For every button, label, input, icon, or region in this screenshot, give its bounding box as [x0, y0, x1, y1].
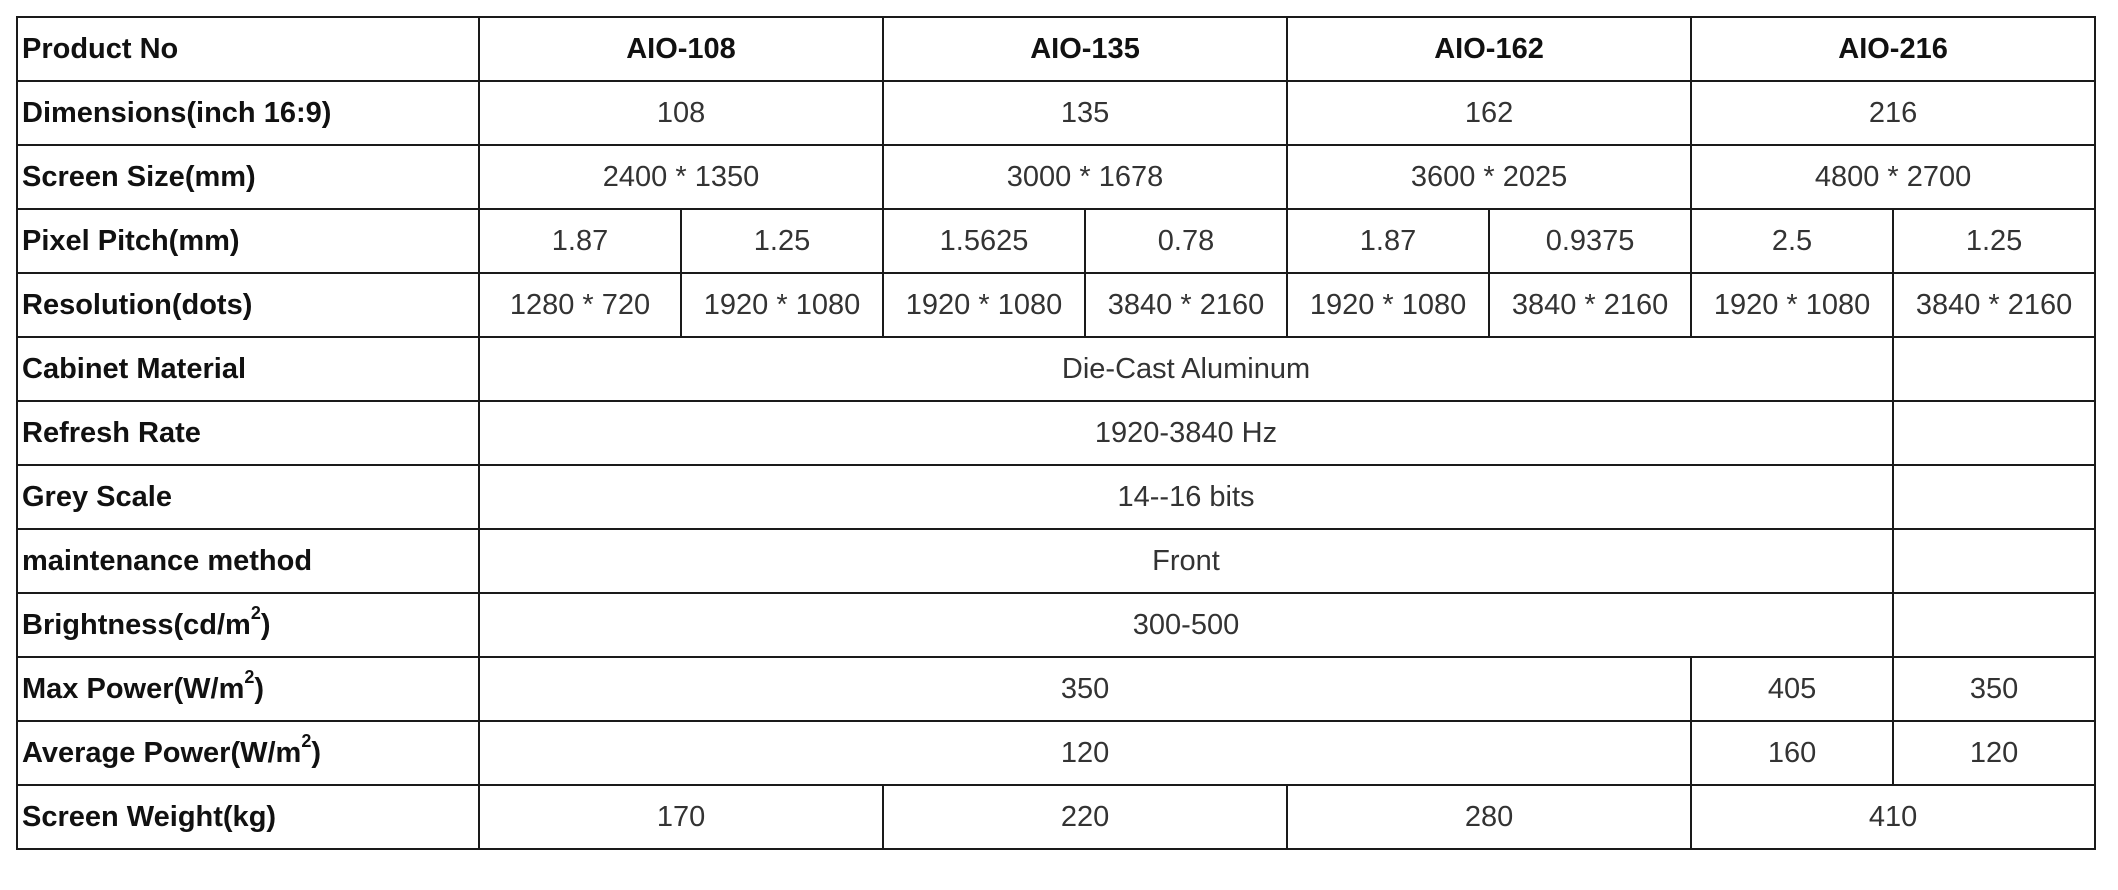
- table-cell: 0.78: [1085, 209, 1287, 273]
- table-cell: 1920 * 1080: [883, 273, 1085, 337]
- table-cell: 1920 * 1080: [1287, 273, 1489, 337]
- table-cell: 410: [1691, 785, 2095, 849]
- table-cell-empty: [1893, 465, 2095, 529]
- table-cell: 1920 * 1080: [1691, 273, 1893, 337]
- table-cell: 2.5: [1691, 209, 1893, 273]
- superscript: 2: [250, 602, 261, 623]
- row-label-suffix: ): [260, 608, 271, 641]
- spec-table: [16, 16, 2096, 850]
- table-cell: 170: [479, 785, 883, 849]
- table-cell: 350: [479, 657, 1691, 721]
- table-cell-empty: [1893, 337, 2095, 401]
- row-label-text: Max Power(W/m: [22, 672, 245, 705]
- table-cell: 162: [1287, 81, 1691, 145]
- row-dimensions: [17, 81, 2095, 145]
- row-screen-size: [17, 145, 2095, 209]
- table-cell: 280: [1287, 785, 1691, 849]
- table-cell: 3000 * 1678: [883, 145, 1287, 209]
- row-pixel-pitch: [17, 209, 2095, 273]
- row-label-suffix: ): [311, 736, 322, 769]
- table-cell: 405: [1691, 657, 1893, 721]
- table-cell: 216: [1691, 81, 2095, 145]
- model-header: AIO-216: [1691, 17, 2095, 81]
- table-cell: 0.9375: [1489, 209, 1691, 273]
- row-label: Resolution(dots): [17, 273, 479, 337]
- table-cell: 135: [883, 81, 1287, 145]
- row-label: Grey Scale: [17, 465, 479, 529]
- row-label: [17, 657, 479, 721]
- row-label: maintenance method: [17, 529, 479, 593]
- table-cell: 2400 * 1350: [479, 145, 883, 209]
- table-cell: 3600 * 2025: [1287, 145, 1691, 209]
- table-cell-empty: [1893, 593, 2095, 657]
- row-label-suffix: ): [254, 672, 265, 705]
- model-header: AIO-108: [479, 17, 883, 81]
- row-cabinet-material: [17, 337, 2095, 401]
- row-label: [17, 721, 479, 785]
- row-label: [17, 593, 479, 657]
- table-cell: 1920 * 1080: [681, 273, 883, 337]
- table-cell: Front: [479, 529, 1893, 593]
- row-average-power: [17, 721, 2095, 785]
- table-cell-empty: [1893, 401, 2095, 465]
- row-label-text: Brightness(cd/m: [22, 608, 251, 641]
- row-resolution: [17, 273, 2095, 337]
- row-product-no: [17, 17, 2095, 81]
- table-cell: 300-500: [479, 593, 1893, 657]
- row-label: Screen Weight(kg): [17, 785, 479, 849]
- superscript: 2: [301, 730, 312, 751]
- table-cell: 108: [479, 81, 883, 145]
- table-cell: 1.87: [1287, 209, 1489, 273]
- table-cell: 1.87: [479, 209, 681, 273]
- superscript: 2: [244, 666, 255, 687]
- row-label: Cabinet Material: [17, 337, 479, 401]
- table-cell: 3840 * 2160: [1893, 273, 2095, 337]
- model-header: AIO-135: [883, 17, 1287, 81]
- table-cell: 1.5625: [883, 209, 1085, 273]
- table-cell: 1920-3840 Hz: [479, 401, 1893, 465]
- row-grey-scale: [17, 465, 2095, 529]
- table-cell: 4800 * 2700: [1691, 145, 2095, 209]
- table-cell: 220: [883, 785, 1287, 849]
- table-cell: 1.25: [681, 209, 883, 273]
- row-maintenance: [17, 529, 2095, 593]
- row-label: Product No: [17, 17, 479, 81]
- table-cell: 14--16 bits: [479, 465, 1893, 529]
- table-cell: 160: [1691, 721, 1893, 785]
- row-label: Pixel Pitch(mm): [17, 209, 479, 273]
- row-screen-weight: [17, 785, 2095, 849]
- model-header: AIO-162: [1287, 17, 1691, 81]
- table-cell: 3840 * 2160: [1489, 273, 1691, 337]
- row-label: Dimensions(inch 16:9): [17, 81, 479, 145]
- table-cell: 1280 * 720: [479, 273, 681, 337]
- row-label: Refresh Rate: [17, 401, 479, 465]
- table-cell-empty: [1893, 529, 2095, 593]
- table-cell: 350: [1893, 657, 2095, 721]
- row-refresh-rate: [17, 401, 2095, 465]
- table-cell: 120: [479, 721, 1691, 785]
- row-label: Screen Size(mm): [17, 145, 479, 209]
- row-label-text: Average Power(W/m: [22, 736, 302, 769]
- row-max-power: [17, 657, 2095, 721]
- table-cell: 3840 * 2160: [1085, 273, 1287, 337]
- table-cell: 1.25: [1893, 209, 2095, 273]
- table-cell: 120: [1893, 721, 2095, 785]
- row-brightness: [17, 593, 2095, 657]
- table-cell: Die-Cast Aluminum: [479, 337, 1893, 401]
